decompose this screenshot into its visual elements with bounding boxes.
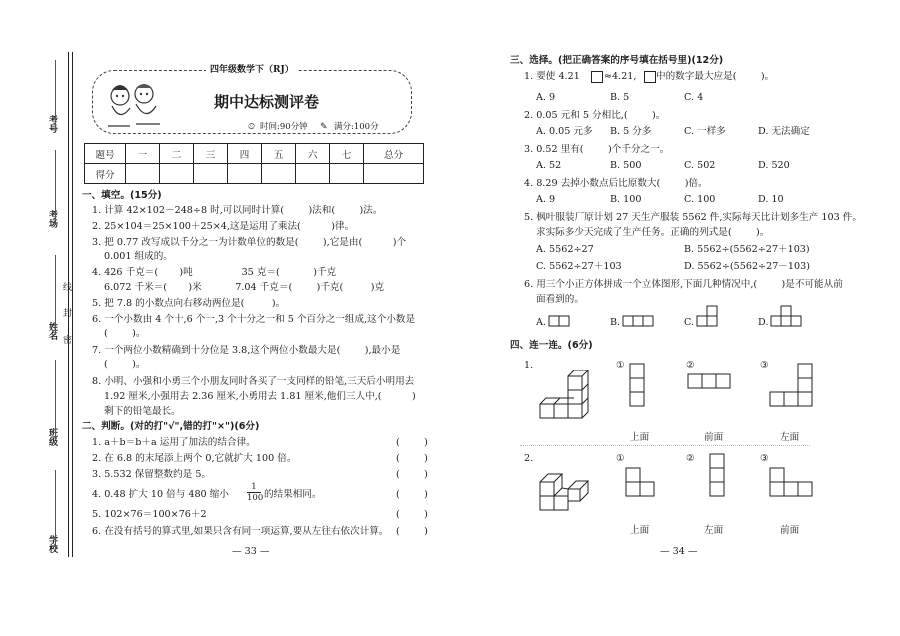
table-cell: 二 <box>160 144 194 164</box>
option[interactable]: A. 9 <box>536 92 556 103</box>
s3-q3: 3. 0.52 里有( )个千分之一。 <box>524 144 670 155</box>
option[interactable]: B. 5562÷(5562÷27＋103) <box>684 244 810 255</box>
view-label: 左面 <box>704 525 724 536</box>
margin-label-class: 班级 <box>47 428 57 446</box>
mark-1: ① <box>616 360 625 371</box>
s1-item: 0.001 组成的。 <box>104 251 173 262</box>
table-cell: 六 <box>296 144 330 164</box>
option[interactable]: C. 4 <box>684 92 704 103</box>
option[interactable]: B. 100 <box>610 194 642 205</box>
view-label: 前面 <box>704 432 724 443</box>
row1-number: 1. <box>524 360 534 371</box>
mascot-illustration <box>100 78 168 130</box>
margin-field-line <box>55 255 56 335</box>
table-cell: 得分 <box>85 164 126 184</box>
binding-line-inner <box>72 52 73 557</box>
option[interactable]: D. 10 <box>758 194 784 205</box>
view-shape[interactable] <box>686 370 736 390</box>
table-cell: 五 <box>262 144 296 164</box>
score-table <box>84 143 424 184</box>
option[interactable]: B. 500 <box>610 160 642 171</box>
s1-item: 5. 把 7.8 的小数点向右移动两位是( )。 <box>92 298 286 309</box>
divider <box>520 445 810 446</box>
seal-char-feng: 封 <box>61 308 71 317</box>
margin-field-line <box>55 360 56 440</box>
answer-paren[interactable]: ( ) <box>396 469 428 480</box>
section3-title: 三、选择。(把正确答案的序号填在括号里)(12分) <box>510 55 724 66</box>
table-cell: 七 <box>330 144 364 164</box>
exam-full-score: 满分:100分 <box>334 122 379 132</box>
answer-paren[interactable]: ( ) <box>396 489 428 500</box>
s1-item: 7. 一个两位小数精确到十分位是 3.8,这个两位小数最大是( ),最小是 <box>92 345 401 356</box>
mark-2: ② <box>686 360 695 371</box>
option[interactable]: A. 5562÷27 <box>536 244 594 255</box>
s2-item: 1. a＋b＝b＋a 运用了加法的结合律。 <box>92 437 256 448</box>
score-input-cell[interactable] <box>262 164 296 184</box>
s1-item: 1. 计算 42×102－248÷8 时,可以同时计算( )法和( )法。 <box>92 205 383 216</box>
row2-number: 2. <box>524 453 534 464</box>
option[interactable]: B. <box>610 317 621 328</box>
score-input-cell[interactable] <box>126 164 160 184</box>
answer-paren[interactable]: ( ) <box>396 437 428 448</box>
option[interactable]: B. 5 <box>610 92 630 103</box>
option[interactable]: D. 无法确定 <box>758 126 810 137</box>
page-number-left: — 33 — <box>232 546 270 557</box>
option[interactable]: D. 520 <box>758 160 790 171</box>
s3-q2: 2. 0.05 元和 5 分相比,( )。 <box>524 110 666 121</box>
s1-item: 2. 25×104＝25×100＋25×4,这是运用了乘法( )律。 <box>92 221 355 232</box>
table-cell: 一 <box>126 144 160 164</box>
option[interactable]: C. 一样多 <box>684 126 726 137</box>
view-shape[interactable] <box>700 452 736 500</box>
view-shape[interactable] <box>628 360 648 412</box>
fraction-numerator: 1 <box>247 482 261 493</box>
s3-q1: 1. 要使 4.21 <box>524 71 580 82</box>
option[interactable]: C. <box>684 317 695 328</box>
score-input-cell[interactable] <box>330 164 364 184</box>
s3-q1b: ≈4.21, <box>604 71 637 82</box>
answer-paren[interactable]: ( ) <box>396 453 428 464</box>
view-label: 上面 <box>630 525 650 536</box>
s1-item: ( )。 <box>104 328 146 339</box>
s2-item: 5. 102×76＝100×76＋2 <box>92 509 207 520</box>
view-label: 左面 <box>780 432 800 443</box>
score-input-cell[interactable] <box>364 164 424 184</box>
view-shape[interactable] <box>768 466 818 500</box>
s3-q6: 面看到的。 <box>536 294 584 305</box>
margin-field-line <box>55 470 56 550</box>
exam-title: 期中达标测评卷 <box>214 93 320 111</box>
view-label: 前面 <box>780 525 800 536</box>
s2-item: 的结果相同。 <box>264 489 322 500</box>
s2-item: 6. 在没有括号的算式里,如果只含有同一项运算,要从左往右依次计算。 <box>92 526 389 537</box>
s3-q5: 求实际多少天完成了生产任务。正确的列式是( )。 <box>536 227 770 238</box>
margin-label-school: 学校 <box>47 535 57 553</box>
s3-q6: 6. 用三个小正方体拼成一个立体图形,下面几种情况中,( )是不可能从前 <box>524 279 843 290</box>
mark-2: ② <box>686 453 695 464</box>
clock-icon: ⏲ <box>248 122 256 132</box>
s3-q5: 5. 枫叶服装厂原计划 27 天生产服装 5562 件,实际每天比计划多生产 103 件。 <box>524 212 862 223</box>
seal-char-xian: 线 <box>61 282 71 291</box>
option[interactable]: A. <box>536 317 546 328</box>
answer-paren[interactable]: ( ) <box>396 526 428 537</box>
fraction <box>247 482 264 503</box>
option[interactable]: C. 100 <box>684 194 716 205</box>
option-b-blocks <box>622 314 656 328</box>
s3-q4: 4. 8.29 去掉小数点后比原数大( )倍。 <box>524 178 708 189</box>
3d-block-shape-1 <box>536 370 602 422</box>
s3-q1c: 中的数字最大应是( )。 <box>656 71 775 82</box>
table-cell: 三 <box>194 144 228 164</box>
option[interactable]: C. 5562÷27＋103 <box>536 261 622 272</box>
margin-label-name: 姓名 <box>47 322 57 340</box>
option[interactable]: D. <box>758 317 769 328</box>
s1-item: 4. 426 千克＝( )吨 35 克＝( )千克 <box>92 267 337 278</box>
s1-item: 6. 一个小数由 4 个十,6 个一,3 个十分之一和 5 个百分之一组成,这个小数是 <box>92 314 416 325</box>
score-input-cell[interactable] <box>160 164 194 184</box>
margin-field-line <box>55 150 56 225</box>
s2-item: 3. 5.532 保留整数约是 5。 <box>92 469 212 480</box>
s1-item: 6.072 千米＝( )米 7.04 千克＝( )千克( )克 <box>104 282 385 293</box>
mark-3: ③ <box>760 360 769 371</box>
view-shape[interactable] <box>624 466 660 500</box>
option-c-blocks <box>696 304 720 330</box>
margin-label-exam-room: 考场 <box>47 210 57 228</box>
s1-item: ( )。 <box>104 359 146 370</box>
section2-title: 二、判断。(对的打"√",错的打"×")(6分) <box>82 421 260 432</box>
seal-char-mi: 密 <box>61 335 71 344</box>
mark-3: ③ <box>760 453 769 464</box>
s1-item: 剩下的铅笔最长。 <box>104 406 181 417</box>
pen-icon: ✎ <box>320 122 328 132</box>
binding-line-outer <box>68 52 69 557</box>
option[interactable]: A. 9 <box>536 194 556 205</box>
section1-title: 一、填空。(15分) <box>82 190 162 201</box>
section4-title: 四、连一连。(6分) <box>510 340 593 351</box>
option[interactable]: C. 502 <box>684 160 716 171</box>
grade-subtitle: 四年级数学下（RJ） <box>206 64 298 76</box>
option[interactable]: A. 52 <box>536 160 562 171</box>
score-input-cell[interactable] <box>194 164 228 184</box>
score-input-cell[interactable] <box>228 164 262 184</box>
fraction-denominator: 100 <box>247 493 264 503</box>
answer-paren[interactable]: ( ) <box>396 509 428 520</box>
margin-field-line <box>55 60 56 130</box>
page-number-right: — 34 — <box>660 546 698 557</box>
s1-item: 8. 小明、小强和小勇三个小朋友同时各买了一支同样的铅笔,三天后小明用去 <box>92 376 415 387</box>
score-input-cell[interactable] <box>296 164 330 184</box>
s2-item: 2. 在 6.8 的末尾添上两个 0,它就扩大 100 倍。 <box>92 453 297 464</box>
blank-box[interactable] <box>591 71 603 83</box>
option-d-blocks <box>770 304 804 330</box>
score-table-header-row <box>85 144 424 164</box>
blank-box[interactable] <box>644 71 656 83</box>
s1-item: 1.92 厘米,小强用去 2.36 厘米,小勇用去 1.81 厘米,他们三人中,( ) <box>104 391 416 402</box>
exam-time: 时间:90分钟 <box>260 122 308 132</box>
3d-block-shape-2 <box>536 464 596 514</box>
table-cell: 总分 <box>364 144 424 164</box>
score-table-score-row <box>85 164 424 184</box>
table-cell: 题号 <box>85 144 126 164</box>
view-shape[interactable] <box>768 362 818 412</box>
s2-item: 4. 0.48 扩大 10 倍与 480 缩小 <box>92 489 229 500</box>
option-a-blocks <box>548 314 572 328</box>
mark-1: ① <box>616 453 625 464</box>
option[interactable]: B. 5 分多 <box>610 126 652 137</box>
margin-label-exam-number: 考号 <box>47 115 57 133</box>
s1-item: 3. 把 0.77 改写成以千分之一为计数单位的数是( ),它是由( )个 <box>92 237 407 248</box>
view-label: 上面 <box>630 432 650 443</box>
option[interactable]: D. 5562÷(5562÷27－103) <box>684 261 810 272</box>
option[interactable]: A. 0.05 元多 <box>536 126 593 137</box>
table-cell: 四 <box>228 144 262 164</box>
